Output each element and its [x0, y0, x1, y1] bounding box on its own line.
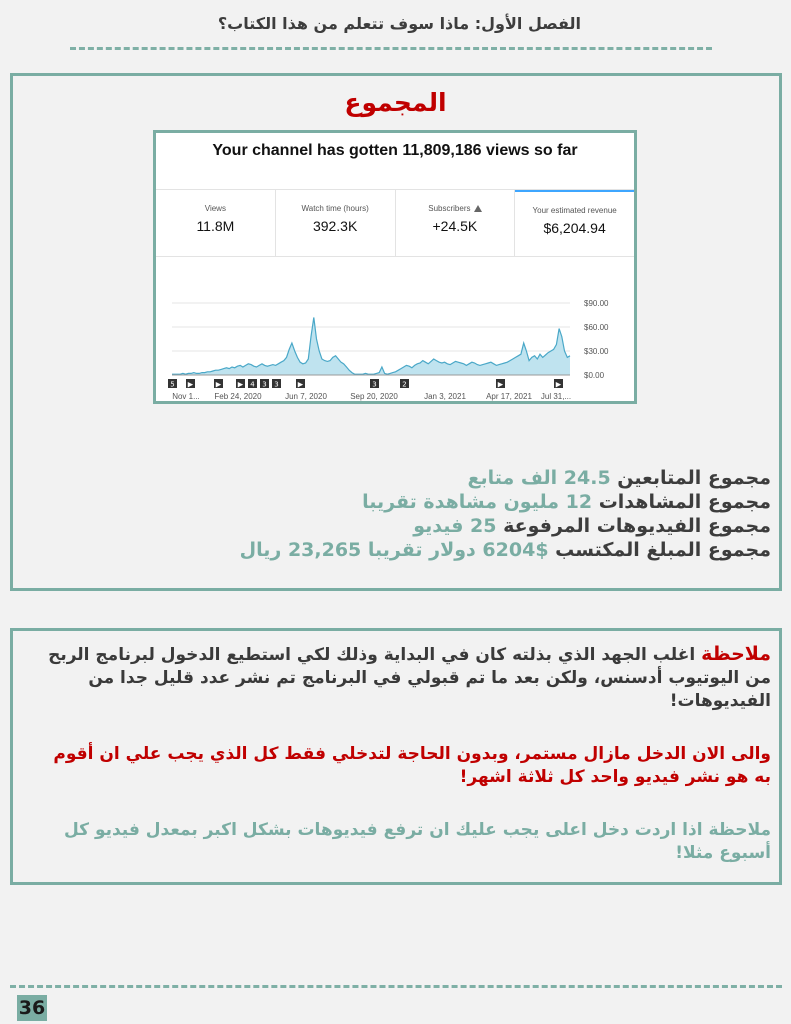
- header-divider: [70, 47, 712, 50]
- page-number: 36: [18, 997, 46, 1019]
- y-tick-label: $90.00: [584, 299, 609, 308]
- timeline-marker-label: 5: [170, 380, 175, 389]
- stat-line: [240, 514, 771, 538]
- analytics-screenshot: [153, 130, 637, 404]
- metric-card-views: [156, 190, 276, 256]
- y-tick-label: $30.00: [584, 347, 609, 356]
- metric-label: Watch time (hours): [301, 204, 369, 213]
- metric-value: $6,204.94: [543, 220, 606, 236]
- stat-label: مجموع المشاهدات: [598, 491, 771, 513]
- metric-card-watch-time: [276, 190, 396, 256]
- timeline-marker-label: ▶: [555, 380, 562, 389]
- timeline-marker-label: 3: [262, 380, 267, 389]
- stat-value: $6204 دولار تقريبا 23,265 ريال: [239, 539, 549, 561]
- metric-label: Your estimated revenue: [532, 206, 617, 215]
- x-tick-label: Sep 20, 2020: [350, 392, 398, 401]
- timeline-marker-label: 3: [372, 380, 377, 389]
- metric-card-subscribers: [396, 190, 516, 256]
- metric-value: 11.8M: [196, 218, 235, 234]
- metric-label: Views: [204, 204, 226, 213]
- metric-value: +24.5K: [432, 218, 478, 234]
- note-paragraph-1: [31, 643, 771, 713]
- warning-icon: [474, 205, 482, 212]
- note-text: اغلب الجهد الذي بذلته كان في البداية وذلك لكي استطيع الدخول لبرنامج الربح من اليوتيوب أدسنس، ولكن بعد ما تم قبولي في البرنامج تم نشر عدد قليل جدا من الفيديوهات!: [48, 645, 771, 711]
- timeline-marker-label: 2: [402, 380, 407, 389]
- footer-divider: [10, 985, 782, 988]
- timeline-marker-label: 4: [250, 380, 255, 389]
- screenshot-title: Your channel has gotten 11,809,186 views so far: [212, 142, 578, 159]
- section-title: المجموع: [344, 88, 447, 117]
- revenue-chart: [156, 255, 634, 401]
- stat-line: [240, 490, 771, 514]
- timeline-marker-label: ▶: [297, 380, 304, 389]
- stat-label: مجموع المتابعين: [617, 467, 771, 489]
- stat-value: 25 فيديو: [413, 515, 497, 537]
- metric-card-revenue: [515, 190, 634, 256]
- stat-value: 12 مليون مشاهدة تقريبا: [362, 491, 593, 513]
- x-tick-label: Jan 3, 2021: [424, 392, 466, 401]
- x-tick-label: Apr 17, 2021: [486, 392, 532, 401]
- metric-cards: [156, 189, 634, 257]
- timeline-marker-label: ▶: [187, 380, 194, 389]
- x-tick-label: Feb 24, 2020: [214, 392, 262, 401]
- series-area: [172, 317, 570, 375]
- note-keyword: ملاحظة: [701, 643, 771, 665]
- x-tick-label: Jul 31,...: [540, 392, 572, 401]
- metric-value: 392.3K: [312, 218, 358, 234]
- y-tick-label: $0.00: [584, 371, 605, 380]
- stat-line: [240, 466, 771, 490]
- timeline-marker-label: 3: [274, 380, 279, 389]
- timeline-marker-label: ▶: [215, 380, 222, 389]
- timeline-marker-label: ▶: [237, 380, 244, 389]
- x-tick-label: Jun 7, 2020: [285, 392, 327, 401]
- timeline-marker-label: ▶: [497, 380, 504, 389]
- stat-value: 24.5 الف متابع: [467, 467, 611, 489]
- stat-label: مجموع الفيديوهات المرفوعة: [503, 515, 771, 537]
- stat-label: مجموع المبلغ المكتسب: [555, 539, 771, 561]
- stats-list: [240, 466, 771, 562]
- note-paragraph-2: والى الان الدخل مازال مستمر، وبدون الحاجة لتدخلي فقط كل الذي يجب علي ان أقوم به هو نشر فيديو واحد كل ثلاثة اشهر!: [53, 744, 771, 787]
- metric-label: Subscribers: [428, 204, 471, 213]
- chapter-title: الفصل الأول: ماذا سوف تتعلم من هذا الكتاب؟: [217, 14, 581, 33]
- y-tick-label: $60.00: [584, 323, 609, 332]
- stat-line: [240, 538, 771, 562]
- x-tick-label: Nov 1...: [172, 392, 200, 401]
- note-paragraph-3: ملاحظة اذا اردت دخل اعلى يجب عليك ان ترفع فيديوهات بشكل اكبر بمعدل فيديو كل أسبوع مثلا!: [63, 820, 771, 863]
